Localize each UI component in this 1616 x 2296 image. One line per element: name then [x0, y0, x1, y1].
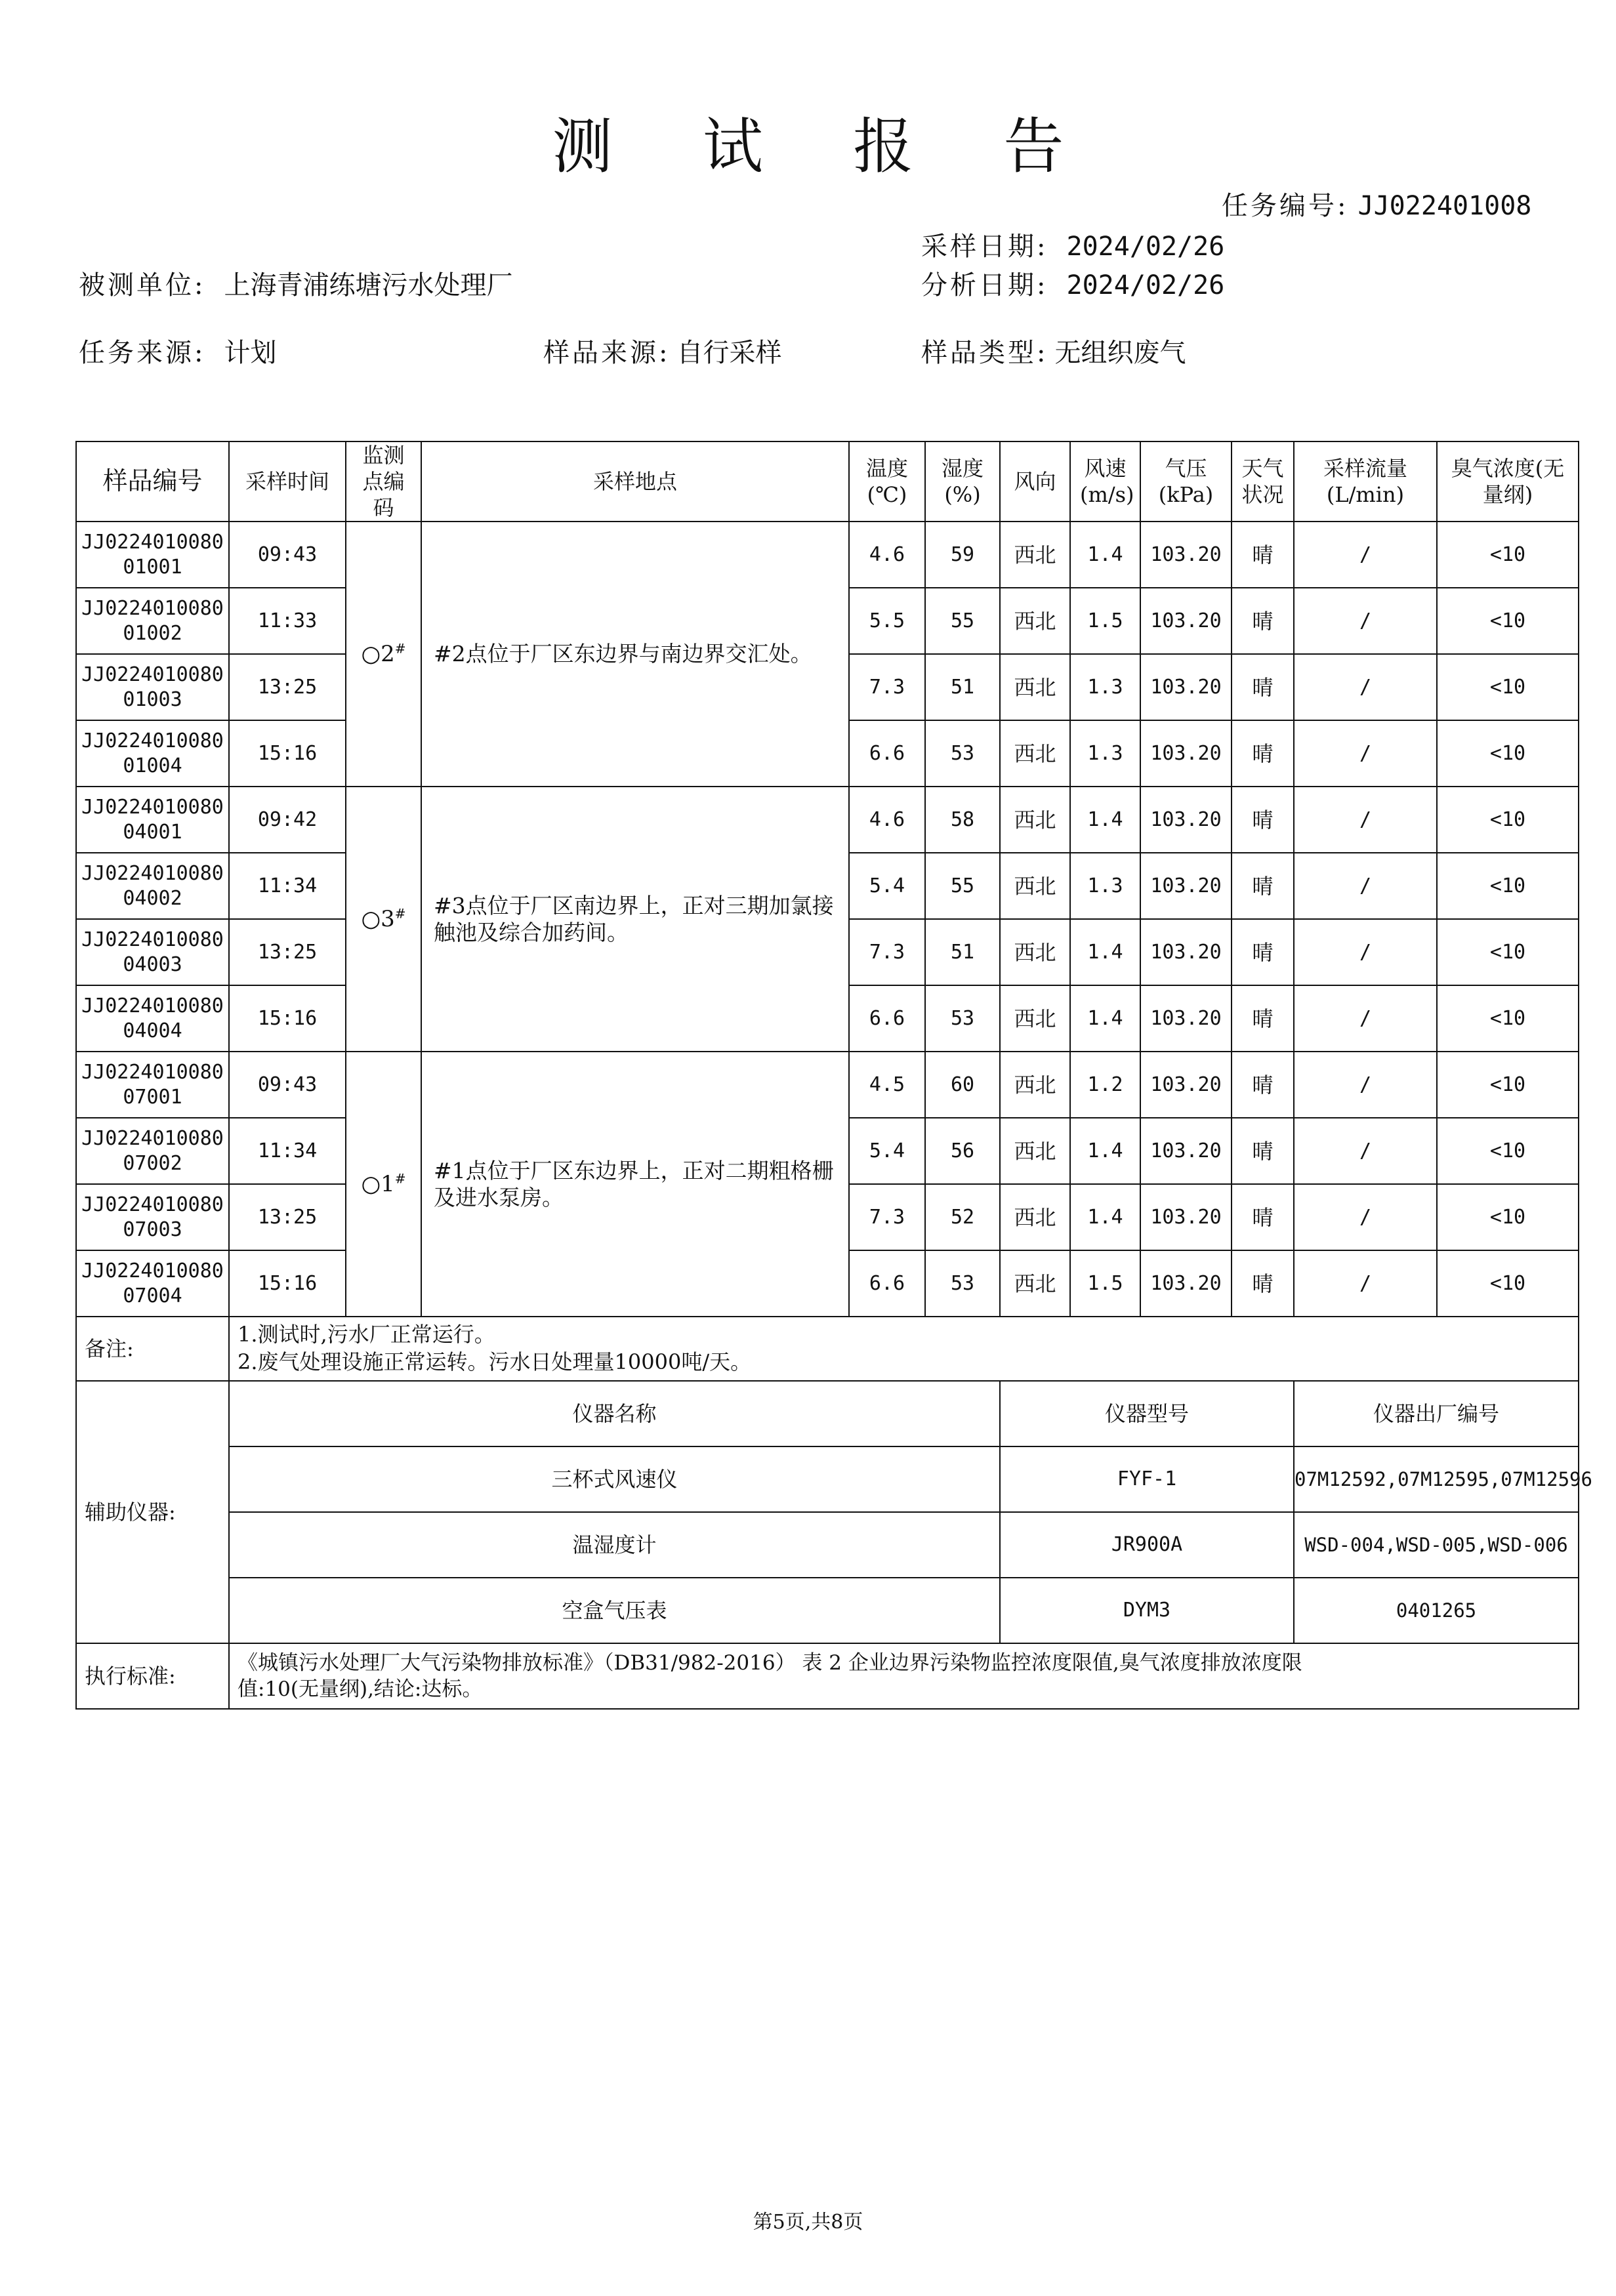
humidity: 53 — [925, 720, 1000, 787]
instrument-name: 空盒气压表 — [229, 1578, 1000, 1643]
sample-number-part1: JJ0224010080 — [81, 928, 224, 951]
wind-direction: 西北 — [1000, 985, 1070, 1052]
analysis-date-label: 分析日期: — [921, 270, 1048, 300]
sample-number-part2: 04003 — [123, 953, 182, 976]
humidity: 51 — [925, 919, 1000, 985]
sampling-flow: / — [1294, 1184, 1437, 1250]
sample-number-cell — [76, 1052, 229, 1118]
instrument-name: 三杯式风速仪 — [229, 1446, 1000, 1512]
humidity: 53 — [925, 1250, 1000, 1317]
wind-speed: 1.4 — [1070, 985, 1140, 1052]
sample-source-value: 自行采样 — [676, 338, 782, 368]
header-weather: 天气状况 — [1232, 441, 1294, 522]
sample-number-part1: JJ0224010080 — [81, 994, 224, 1017]
table-row — [76, 787, 1579, 853]
odor-concentration: <10 — [1437, 985, 1579, 1052]
temperature: 7.3 — [849, 1184, 925, 1250]
table-row — [76, 1052, 1579, 1118]
remarks-content — [229, 1317, 1579, 1381]
wind-speed: 1.3 — [1070, 654, 1140, 720]
air-pressure: 103.20 — [1140, 853, 1232, 919]
header-location: 采样地点 — [421, 441, 849, 522]
odor-concentration: <10 — [1437, 1250, 1579, 1317]
wind-direction: 西北 — [1000, 1052, 1070, 1118]
sampling-flow: / — [1294, 1052, 1437, 1118]
wind-direction: 西北 — [1000, 1118, 1070, 1184]
weather: 晴 — [1232, 985, 1294, 1052]
sample-number-part2: 04002 — [123, 886, 182, 910]
odor-concentration: <10 — [1437, 919, 1579, 985]
sample-time: 13:25 — [229, 919, 346, 985]
analysis-date-value: 2024/02/26 — [1066, 270, 1225, 300]
wind-speed: 1.3 — [1070, 720, 1140, 787]
sample-time: 13:25 — [229, 654, 346, 720]
instrument-header-row — [76, 1381, 1579, 1446]
instrument-col-serial: 仪器出厂编号 — [1294, 1381, 1579, 1446]
sample-type — [921, 332, 1186, 369]
standard-row — [76, 1643, 1579, 1709]
monitoring-point-code: ○2 — [361, 640, 395, 667]
monitoring-point-mark: # — [394, 640, 406, 657]
wind-speed: 1.2 — [1070, 1052, 1140, 1118]
sample-number-part2: 07004 — [123, 1284, 182, 1307]
odor-concentration: <10 — [1437, 1184, 1579, 1250]
sample-number-part1: JJ0224010080 — [81, 1193, 224, 1216]
air-pressure: 103.20 — [1140, 919, 1232, 985]
sample-time: 09:43 — [229, 1052, 346, 1118]
sample-number-cell — [76, 1250, 229, 1317]
wind-speed: 1.4 — [1070, 919, 1140, 985]
humidity: 53 — [925, 985, 1000, 1052]
wind-direction: 西北 — [1000, 919, 1070, 985]
sample-time: 15:16 — [229, 1250, 346, 1317]
odor-concentration: <10 — [1437, 1052, 1579, 1118]
wind-speed: 1.4 — [1070, 522, 1140, 588]
wind-direction: 西北 — [1000, 522, 1070, 588]
wind-speed: 1.4 — [1070, 1184, 1140, 1250]
odor-concentration: <10 — [1437, 720, 1579, 787]
instrument-name: 温湿度计 — [229, 1512, 1000, 1578]
wind-direction: 西北 — [1000, 654, 1070, 720]
weather: 晴 — [1232, 1118, 1294, 1184]
sample-number-part2: 01002 — [123, 621, 182, 645]
instrument-col-name: 仪器名称 — [229, 1381, 1000, 1446]
air-pressure: 103.20 — [1140, 522, 1232, 588]
temperature: 7.3 — [849, 654, 925, 720]
tested-unit-label: 被测单位: — [79, 270, 206, 300]
header-humidity: 湿度(%) — [925, 441, 1000, 522]
sample-number-cell — [76, 588, 229, 654]
instrument-row — [76, 1578, 1579, 1643]
sampling-flow: / — [1294, 1118, 1437, 1184]
weather: 晴 — [1232, 1250, 1294, 1317]
table-row — [76, 522, 1579, 588]
sample-number-part2: 07001 — [123, 1085, 182, 1109]
sample-number-part2: 07002 — [123, 1151, 182, 1175]
sample-number-part1: JJ0224010080 — [81, 531, 224, 554]
air-pressure: 103.20 — [1140, 1184, 1232, 1250]
remarks-line-2: 2.废气处理设施正常运转。污水日处理量10000吨/天。 — [238, 1349, 752, 1374]
humidity: 59 — [925, 522, 1000, 588]
sample-number-part1: JJ0224010080 — [81, 796, 224, 819]
humidity: 55 — [925, 588, 1000, 654]
humidity: 52 — [925, 1184, 1000, 1250]
temperature: 4.5 — [849, 1052, 925, 1118]
sampling-flow: / — [1294, 853, 1437, 919]
remarks-line-1: 1.测试时,污水厂正常运行。 — [238, 1322, 495, 1347]
sample-time: 15:16 — [229, 985, 346, 1052]
humidity: 56 — [925, 1118, 1000, 1184]
weather: 晴 — [1232, 787, 1294, 853]
weather: 晴 — [1232, 1052, 1294, 1118]
sample-source — [543, 332, 781, 369]
instrument-serial: WSD-004,WSD-005,WSD-006 — [1294, 1512, 1579, 1578]
sampling-location: #3点位于厂区南边界上，正对三期加氯接触池及综合加药间。 — [421, 787, 849, 1052]
wind-direction: 西北 — [1000, 588, 1070, 654]
wind-speed: 1.5 — [1070, 1250, 1140, 1317]
header-pressure: 气压(kPa) — [1140, 441, 1232, 522]
air-pressure: 103.20 — [1140, 1118, 1232, 1184]
wind-speed: 1.5 — [1070, 588, 1140, 654]
header-temp: 温度(℃) — [849, 441, 925, 522]
temperature: 6.6 — [849, 985, 925, 1052]
instrument-model: DYM3 — [1000, 1578, 1294, 1643]
temperature: 4.6 — [849, 787, 925, 853]
standard-line-1: 《城镇污水处理厂大气污染物排放标准》（DB31/982-2016） 表 2 企业边界污染物监控浓度限值,臭气浓度排放浓度限 — [238, 1650, 1302, 1675]
temperature: 6.6 — [849, 720, 925, 787]
instrument-row — [76, 1446, 1579, 1512]
task-source — [79, 332, 276, 369]
sample-number-part1: JJ0224010080 — [81, 1127, 224, 1150]
sample-number-cell — [76, 985, 229, 1052]
sample-number-cell — [76, 919, 229, 985]
analysis-date — [921, 264, 1224, 302]
table-header — [76, 441, 1579, 522]
report-title: 测 试 报 告 — [552, 112, 1100, 182]
sample-time: 15:16 — [229, 720, 346, 787]
sample-time: 11:34 — [229, 1118, 346, 1184]
wind-direction: 西北 — [1000, 1250, 1070, 1317]
instrument-row — [76, 1512, 1579, 1578]
sample-date-label: 采样日期: — [921, 232, 1048, 262]
instrument-model: JR900A — [1000, 1512, 1294, 1578]
sample-number-part2: 04004 — [123, 1019, 182, 1042]
air-pressure: 103.20 — [1140, 588, 1232, 654]
weather: 晴 — [1232, 522, 1294, 588]
monitoring-point — [346, 522, 421, 787]
weather: 晴 — [1232, 720, 1294, 787]
header-odor: 臭气浓度(无量纲) — [1437, 441, 1579, 522]
sample-time: 11:34 — [229, 853, 346, 919]
task-number-label: 任务编号: — [1222, 191, 1349, 221]
temperature: 4.6 — [849, 522, 925, 588]
temperature: 6.6 — [849, 1250, 925, 1317]
monitoring-point — [346, 1052, 421, 1317]
humidity: 55 — [925, 853, 1000, 919]
sample-time: 13:25 — [229, 1184, 346, 1250]
sampling-flow: / — [1294, 720, 1437, 787]
wind-speed: 1.4 — [1070, 787, 1140, 853]
air-pressure: 103.20 — [1140, 1052, 1232, 1118]
temperature: 5.5 — [849, 588, 925, 654]
remarks-label: 备注: — [76, 1317, 229, 1381]
wind-speed: 1.3 — [1070, 853, 1140, 919]
odor-concentration: <10 — [1437, 1118, 1579, 1184]
weather: 晴 — [1232, 919, 1294, 985]
instrument-serial: 0401265 — [1294, 1578, 1579, 1643]
instrument-col-model: 仪器型号 — [1000, 1381, 1294, 1446]
sample-number-cell — [76, 853, 229, 919]
sampling-location: #1点位于厂区东边界上，正对二期粗格栅及进水泵房。 — [421, 1052, 849, 1317]
sampling-flow: / — [1294, 588, 1437, 654]
odor-concentration: <10 — [1437, 522, 1579, 588]
temperature: 5.4 — [849, 1118, 925, 1184]
sampling-flow: / — [1294, 1250, 1437, 1317]
standard-line-2: 值:10(无量纲),结论:达标。 — [238, 1677, 483, 1701]
weather: 晴 — [1232, 1184, 1294, 1250]
tested-unit — [79, 264, 512, 302]
sample-number-part1: JJ0224010080 — [81, 597, 224, 620]
sample-number-part2: 01001 — [123, 555, 182, 579]
sample-number-part1: JJ0224010080 — [81, 1260, 224, 1282]
task-source-value: 计划 — [224, 338, 277, 368]
monitoring-point-mark: # — [394, 905, 406, 922]
humidity: 58 — [925, 787, 1000, 853]
sample-number-cell — [76, 522, 229, 588]
sample-number-part2: 01003 — [123, 687, 182, 711]
sample-number-part1: JJ0224010080 — [81, 729, 224, 752]
wind-direction: 西北 — [1000, 853, 1070, 919]
sampling-location: #2点位于厂区东边界与南边界交汇处。 — [421, 522, 849, 787]
task-number — [1222, 185, 1531, 222]
sample-number-part2: 04001 — [123, 820, 182, 844]
sampling-flow: / — [1294, 919, 1437, 985]
odor-concentration: <10 — [1437, 787, 1579, 853]
sample-time: 09:42 — [229, 787, 346, 853]
sample-number-cell — [76, 720, 229, 787]
sample-number-cell — [76, 1118, 229, 1184]
weather: 晴 — [1232, 654, 1294, 720]
instrument-model: FYF-1 — [1000, 1446, 1294, 1512]
standard-label: 执行标准: — [76, 1643, 229, 1709]
task-source-label: 任务来源: — [79, 338, 206, 368]
sample-date — [921, 226, 1224, 263]
sample-date-value: 2024/02/26 — [1066, 232, 1225, 262]
results-table — [75, 441, 1592, 1710]
monitoring-point — [346, 787, 421, 1052]
sample-number-part1: JJ0224010080 — [81, 663, 224, 686]
header-time: 采样时间 — [229, 441, 346, 522]
wind-direction: 西北 — [1000, 720, 1070, 787]
sampling-flow: / — [1294, 787, 1437, 853]
header-point: 监测点编码 — [346, 441, 421, 522]
air-pressure: 103.20 — [1140, 787, 1232, 853]
sample-time: 09:43 — [229, 522, 346, 588]
sample-type-value: 无组织废气 — [1054, 338, 1186, 368]
sample-type-label: 样品类型: — [921, 338, 1048, 368]
sampling-flow: / — [1294, 985, 1437, 1052]
header-flow: 采样流量(L/min) — [1294, 441, 1437, 522]
temperature: 7.3 — [849, 919, 925, 985]
wind-speed: 1.4 — [1070, 1118, 1140, 1184]
air-pressure: 103.20 — [1140, 985, 1232, 1052]
humidity: 51 — [925, 654, 1000, 720]
sample-number-cell — [76, 654, 229, 720]
sample-source-label: 样品来源: — [543, 338, 671, 368]
header-wind-dir: 风向 — [1000, 441, 1070, 522]
air-pressure: 103.20 — [1140, 654, 1232, 720]
odor-concentration: <10 — [1437, 654, 1579, 720]
sample-number-part2: 07003 — [123, 1218, 182, 1241]
remarks-row — [76, 1317, 1579, 1381]
weather: 晴 — [1232, 588, 1294, 654]
monitoring-point-code: ○1 — [361, 1170, 395, 1197]
sample-number-part1: JJ0224010080 — [81, 862, 224, 885]
wind-direction: 西北 — [1000, 1184, 1070, 1250]
header-sample-no: 样品编号 — [76, 441, 229, 522]
sample-number-part1: JJ0224010080 — [81, 1061, 224, 1084]
air-pressure: 103.20 — [1140, 1250, 1232, 1317]
monitoring-point-code: ○3 — [361, 905, 395, 932]
sampling-flow: / — [1294, 654, 1437, 720]
sampling-flow: / — [1294, 522, 1437, 588]
sample-number-part2: 01004 — [123, 754, 182, 777]
odor-concentration: <10 — [1437, 588, 1579, 654]
monitoring-point-mark: # — [394, 1170, 406, 1187]
tested-unit-value: 上海青浦练塘污水处理厂 — [224, 270, 513, 300]
wind-direction: 西北 — [1000, 787, 1070, 853]
instrument-serial: 07M12592,07M12595,07M12596 — [1294, 1446, 1579, 1512]
odor-concentration: <10 — [1437, 853, 1579, 919]
task-number-value: JJ022401008 — [1357, 191, 1532, 221]
instruments-label: 辅助仪器: — [76, 1381, 229, 1643]
weather: 晴 — [1232, 853, 1294, 919]
page-number: 第5页,共8页 — [753, 2211, 863, 2234]
standard-content — [229, 1643, 1579, 1709]
sample-number-cell — [76, 787, 229, 853]
header-wind-speed: 风速(m/s) — [1070, 441, 1140, 522]
sample-time: 11:33 — [229, 588, 346, 654]
sample-number-cell — [76, 1184, 229, 1250]
temperature: 5.4 — [849, 853, 925, 919]
air-pressure: 103.20 — [1140, 720, 1232, 787]
humidity: 60 — [925, 1052, 1000, 1118]
